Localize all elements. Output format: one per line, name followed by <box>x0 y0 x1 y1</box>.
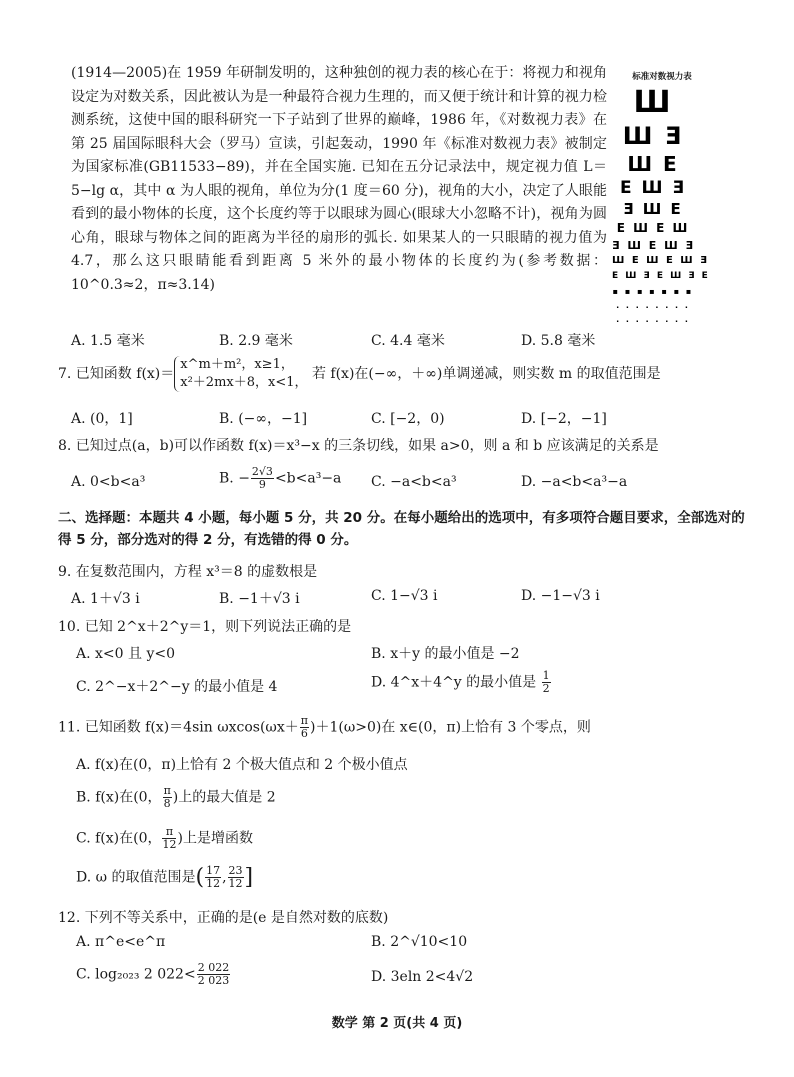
q11-option-b-end: )上的最大值是 2 <box>172 789 276 806</box>
q12-option-c-start: C. log₂₀₂₃ 2 022< <box>76 966 196 983</box>
q11-d-frac-1 <box>205 865 221 890</box>
eye-chart-row: E Ш E Ш <box>616 221 690 235</box>
q10-option-d-text: D. 4^x＋4^y 的最小值是 <box>371 674 537 691</box>
q10-fraction-den: 2 <box>542 682 550 695</box>
q10-option-b: B. x＋y 的最小值是 −2 <box>371 646 520 662</box>
q7-stem-end: 若 f(x)在(−∞，＋∞)单调递减，则实数 m 的取值范围是 <box>311 366 661 382</box>
q11-option-c-start: C. f(x)在(0， <box>76 830 162 847</box>
q7-option-d: D. [−2，−1] <box>521 411 607 427</box>
q8-fraction-num: 2√3 <box>251 465 273 478</box>
q11-c-num: π <box>162 826 176 839</box>
q11-d-n2: 23 <box>228 864 243 877</box>
q11-pi-over-6 <box>300 715 309 740</box>
q11-option-a: A. f(x)在(0，π)上恰有 2 个极大值点和 2 个极小值点 <box>76 757 408 773</box>
q11-b-num: π <box>163 784 171 797</box>
q10-option-a: A. x<0 且 y<0 <box>76 646 175 662</box>
q11-d-frac-2 <box>228 865 244 890</box>
q7-piecewise <box>174 356 307 392</box>
q7-stem <box>58 356 661 392</box>
q9-stem: 9. 在复数范围内，方程 x³＝8 的虚数根是 <box>58 564 318 580</box>
q11-option-d-start: D. ω 的取值范围是 <box>76 869 196 886</box>
eye-chart-title: 标准对数视力表 <box>632 72 692 82</box>
q11-option-c-end: )上是增函数 <box>177 830 253 847</box>
q11-d-d1: 12 <box>206 877 221 890</box>
eye-chart-row: ▪ ▪ ▪ ▪ ▪ ▪ ▪ <box>612 287 694 296</box>
q11-option-b-start: B. f(x)在(0， <box>76 789 162 806</box>
q11-frac-num: π <box>300 714 308 727</box>
q11-frac-den: 6 <box>300 727 308 740</box>
q10-fraction-num: 1 <box>542 669 550 682</box>
q12-c-num: 2 022 <box>197 961 230 974</box>
q6-option-d: D. 5.8 毫米 <box>521 333 596 349</box>
q11-stem <box>58 715 591 740</box>
q7-case-1: x^m＋m²，x≥1， <box>180 357 294 372</box>
q12-option-d: D. 3eln 2<4√2 <box>371 969 474 985</box>
eye-chart-row: Ǝ Ш E <box>623 200 683 218</box>
q11-pi-over-8 <box>163 785 172 810</box>
eye-chart-row: Ш E <box>627 152 679 176</box>
q12-option-a: A. π^e<e^π <box>76 934 166 950</box>
q7-case-2: x²＋2mx＋8，x<1， <box>180 375 308 390</box>
q11-option-c <box>76 826 253 851</box>
q11-b-den: 8 <box>163 797 171 810</box>
q8-stem: 8. 已知过点(a，b)可以作函数 f(x)＝x³−x 的三条切线，如果 a>0，则 a 和 b 应该满足的关系是 <box>58 438 659 454</box>
q12-option-c <box>76 962 231 987</box>
q8-option-a: A. 0<b<a³ <box>71 474 146 490</box>
section-2-heading: 二、选择题：本题共 4 小题，每小题 5 分，共 20 分。在每小题给出的选项中，有多项符合题目要求，全部选对的得 5 分，部分选对的得 2 分，有选错的得 0 分。 <box>58 510 745 548</box>
q7-option-b: B. (−∞，−1] <box>219 411 308 427</box>
q9-option-d: D. −1−√3 i <box>521 588 600 604</box>
q10-stem: 10. 已知 2^x＋2^y＝1，则下列说法正确的是 <box>58 619 352 635</box>
q11-d-n1: 17 <box>206 864 221 877</box>
q9-option-a: A. 1＋√3 i <box>71 591 140 607</box>
q6-paragraph: (1914—2005)在 1959 年研制发明的，这种独创的视力表的核心在于：将视力和视角设定为对数关系，因此被认为是一种最符合视力生理的，而又便于统计和计算的视力检测系统，这使中国的眼科研究一下子站到了世界的巅峰，1986 年，《对数视力表》在第 25 届国际眼科大会（罗马）宣读，引起轰动，1990 年《标准对数视力表》被制定为国家标准(GB11533−89)，并在全国实施. 已知在五分记录法中，规定视力值 L＝5−lg α，其中 α 为人眼的视角，单位为分(1 度＝60 分)，视角的大小，决定了人眼能看到的最小物体的长度，这个长度约等于以眼球为圆心(眼球大小忽略不计)，视角为圆心角，眼球与物体之间的距离为半径的扇形的弧长. 如果某人的一只眼睛的视力值为 4.7，那么这只眼睛能看到距离 5 米外的最小物体的长度约为(参考数据：10^0.3≈2，π≈3.14) <box>71 65 607 293</box>
q10-option-c: C. 2^−x＋2^−y 的最小值是 4 <box>76 679 278 695</box>
eye-chart-row: Ш <box>633 85 673 120</box>
q11-stem-start: 11. 已知函数 f(x)＝4sin ωxcos(ωx＋ <box>58 719 299 736</box>
eye-chart-row: E Ш Ǝ <box>619 178 687 198</box>
q6-option-c: C. 4.4 毫米 <box>371 333 445 349</box>
q11-c-den: 12 <box>162 838 177 851</box>
eye-chart-row: Ǝ Ш E Ш Ǝ <box>612 239 696 252</box>
q12-stem: 12. 下列不等关系中，正确的是(e 是自然对数的底数) <box>58 910 389 926</box>
q7-option-a: A. (0，1] <box>71 411 133 427</box>
eye-chart-row: Ш E Ш E Ш Ǝ <box>612 255 709 266</box>
q7-stem-start: 7. 已知函数 f(x)＝ <box>58 366 175 382</box>
q7-option-c: C. [−2，0) <box>371 411 445 427</box>
q8-option-b-suffix: <b<a³−a <box>274 470 342 487</box>
q10-option-d <box>371 670 552 695</box>
q8-option-c: C. −a<b<a³ <box>371 474 457 490</box>
q12-c-den: 2 023 <box>197 974 230 987</box>
q9-option-c: C. 1−√3 i <box>371 588 438 604</box>
eye-chart-row: Ш Ǝ <box>622 122 684 150</box>
eye-chart-row: · · · · · · · · <box>616 303 690 312</box>
q11-option-b <box>76 785 276 810</box>
q8-fraction-den: 9 <box>258 478 266 491</box>
page-footer: 数学 第 2 页(共 4 页) <box>331 1016 463 1031</box>
eye-chart-image <box>612 70 712 328</box>
q9-option-b: B. −1＋√3 i <box>219 591 300 607</box>
q10-fraction <box>542 670 551 695</box>
q6-option-a: A. 1.5 毫米 <box>71 333 145 349</box>
q11-option-d: D. ω 的取值范围是( $\frac{17}{12}$ , $\frac{23}{12}$ ] <box>76 864 254 890</box>
eye-chart-row: · · · · · · · · <box>616 317 690 326</box>
q12-c-frac <box>197 962 231 987</box>
q11-d-d2: 12 <box>228 877 243 890</box>
eye-chart-row: E Ш Ǝ E Ш Ǝ E <box>612 271 710 281</box>
q11-stem-end: )＋1(ω>0)在 x∈(0，π)上恰有 3 个零点，则 <box>309 719 591 736</box>
q11-pi-over-12 <box>162 826 176 851</box>
q8-option-b-prefix: B. − <box>219 470 250 487</box>
q8-fraction <box>251 466 274 491</box>
q12-option-b: B. 2^√10<10 <box>371 934 468 950</box>
q8-option-d: D. −a<b<a³−a <box>521 474 628 490</box>
q6-option-b: B. 2.9 毫米 <box>219 333 293 349</box>
q8-option-b <box>219 466 341 491</box>
